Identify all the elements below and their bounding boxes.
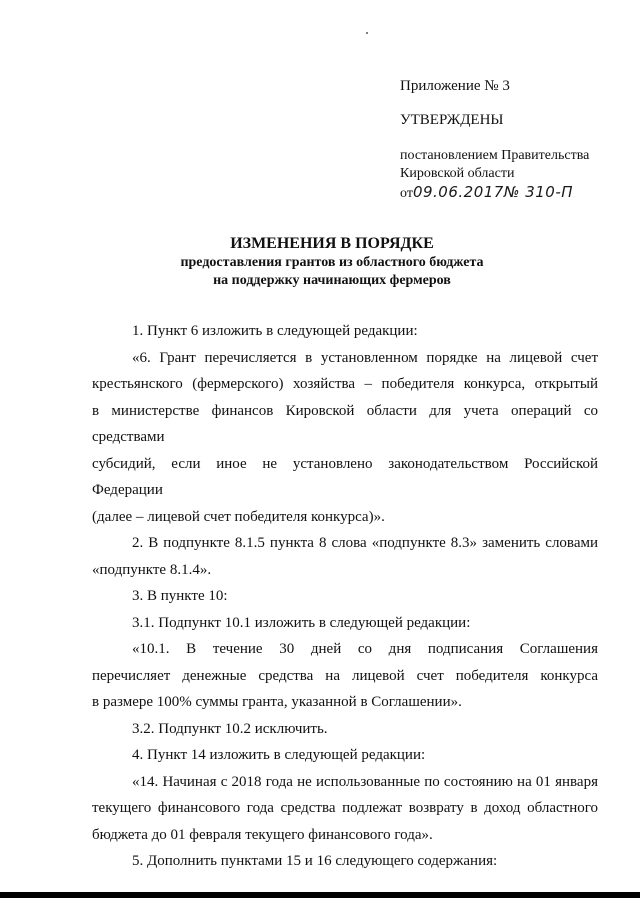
paragraph-5: 3.1. Подпункт 10.1 изложить в следующей редакции: bbox=[132, 614, 471, 631]
paragraph-3-line-2: «подпункте 8.1.4». bbox=[92, 561, 212, 578]
paragraph-3-line-1: 2. В подпункте 8.1.5 пункта 8 слова «подпункте 8.3» заменить словами bbox=[132, 535, 598, 551]
handwritten-date-number: 09.06.2017№ 310-П bbox=[412, 183, 574, 201]
title-main: ИЗМЕНЕНИЯ В ПОРЯДКЕ bbox=[230, 235, 434, 252]
paragraph-4: 3. В пункте 10: bbox=[132, 588, 228, 604]
appendix-label: Приложение № 3 bbox=[400, 78, 510, 94]
paragraph-6-line-1: «10.1. В течение 30 дней со дня подписания Соглашения bbox=[132, 641, 598, 657]
resolution-line-3 bbox=[400, 183, 630, 203]
document-body bbox=[92, 318, 598, 875]
paragraph-1: 1. Пункт 6 изложить в следующей редакции: bbox=[132, 323, 418, 339]
paragraph-8: 4. Пункт 14 изложить в следующей редакции: bbox=[132, 747, 426, 763]
paragraph-6-line-3: в размере 100% суммы гранта, указанной в Соглашении». bbox=[92, 694, 462, 710]
paragraph-2-line-4: субсидий, если иное не установлено законодательством Российской Федерации bbox=[92, 455, 598, 498]
resolution-prefix: от bbox=[400, 186, 413, 201]
paragraph-6 bbox=[92, 636, 598, 716]
title-subtitle-line-2: на поддержку начинающих фермеров bbox=[213, 273, 451, 288]
paragraph-2 bbox=[92, 345, 598, 531]
paragraph-10: 5. Дополнить пунктами 15 и 16 следующего содержания: bbox=[132, 853, 498, 869]
paragraph-2-line-5: (далее – лицевой счет победителя конкурса)». bbox=[92, 508, 385, 525]
title-subtitle-line-1: предоставления грантов из областного бюджета bbox=[180, 255, 484, 270]
paragraph-9 bbox=[92, 769, 598, 849]
paragraph-9-line-1: «14. Начиная с 2018 года не использованные по состоянию на 01 января bbox=[132, 773, 598, 790]
paragraph-3 bbox=[92, 530, 598, 583]
document-title bbox=[0, 234, 640, 290]
resolution-reference bbox=[400, 147, 630, 203]
paragraph-2-line-3: в министерстве финансов Кировской области для учета операций со средствами bbox=[92, 402, 598, 445]
paragraph-9-line-2: текущего финансового года средства подлежат возврату в доход областного bbox=[92, 800, 598, 816]
paragraph-6-line-2: перечисляет денежные средства на лицевой счет победителя конкурса bbox=[92, 667, 598, 684]
scan-speck bbox=[366, 32, 368, 34]
resolution-line-1: постановлением Правительства bbox=[400, 148, 590, 163]
paragraph-9-line-3: бюджета до 01 февраля текущего финансового года». bbox=[92, 826, 433, 843]
scan-bottom-edge bbox=[0, 892, 640, 898]
paragraph-7: 3.2. Подпункт 10.2 исключить. bbox=[132, 720, 328, 737]
paragraph-2-line-2: крестьянского (фермерского) хозяйства – победителя конкурса, открытый bbox=[92, 376, 598, 392]
resolution-line-2: Кировской области bbox=[400, 166, 515, 181]
paragraph-2-line-1: «6. Грант перечисляется в установленном порядке на лицевой счет bbox=[132, 349, 598, 366]
approved-label: УТВЕРЖДЕНЫ bbox=[400, 112, 504, 128]
